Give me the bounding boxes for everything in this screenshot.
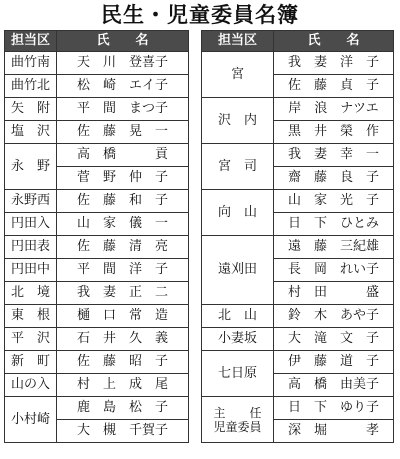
roster-row: [5, 259, 189, 282]
roster-row: [5, 305, 189, 328]
member-name-cell: 平 間 まつ子: [57, 98, 189, 121]
member-name-cell: 山 家 光 子: [274, 190, 394, 213]
roster-row: [202, 52, 394, 75]
left-roster-body: [5, 52, 189, 443]
district-header: 担当区: [5, 31, 57, 52]
district-cell: 円田中: [5, 259, 57, 282]
district-cell: 北 境: [5, 282, 57, 305]
member-name-cell: 我 妻 洋 子: [274, 52, 394, 75]
roster-row: [5, 374, 189, 397]
district-cell: 曲竹北: [5, 75, 57, 98]
member-name-cell: 石 井 久 義: [57, 328, 189, 351]
member-name-cell: 遠 藤 三紀雄: [274, 236, 394, 259]
district-cell: 山の入: [5, 374, 57, 397]
roster-row: [5, 236, 189, 259]
member-name-cell: 大 滝 文 子: [274, 328, 394, 351]
roster-row: [202, 351, 394, 374]
right-header-row: [202, 31, 394, 52]
member-name-cell: 長 岡 れい子: [274, 259, 394, 282]
district-cell: 円田表: [5, 236, 57, 259]
roster-row: [202, 305, 394, 328]
name-header: 氏 名: [57, 31, 189, 52]
district-cell: 永 野: [5, 144, 57, 190]
district-cell: 七日原: [202, 351, 274, 397]
roster-row: [5, 98, 189, 121]
member-name-cell: 松 崎 エイ子: [57, 75, 189, 98]
roster-row: [202, 328, 394, 351]
member-name-cell: 齋 藤 良 子: [274, 167, 394, 190]
district-cell: 宮: [202, 52, 274, 98]
roster-row: [5, 282, 189, 305]
district-cell: 宮 司: [202, 144, 274, 190]
member-name-cell: 我 妻 正 二: [57, 282, 189, 305]
member-name-cell: 高 橋 貢: [57, 144, 189, 167]
member-name-cell: 山 家 儀 一: [57, 213, 189, 236]
roster-row: [5, 121, 189, 144]
district-cell: 平 沢: [5, 328, 57, 351]
roster-row: [5, 52, 189, 75]
member-name-cell: 黒 井 榮 作: [274, 121, 394, 144]
district-cell: 向 山: [202, 190, 274, 236]
member-name-cell: 佐 藤 和 子: [57, 190, 189, 213]
member-name-cell: 鹿 島 松 子: [57, 397, 189, 420]
member-name-cell: 平 間 洋 子: [57, 259, 189, 282]
district-cell: 北 山: [202, 305, 274, 328]
member-name-cell: 高 橋 由美子: [274, 374, 394, 397]
district-cell: 沢 内: [202, 98, 274, 144]
district-header: 担当区: [202, 31, 274, 52]
district-line: 児童委員: [213, 419, 262, 434]
roster-row: [202, 397, 394, 420]
member-name-cell: 佐 藤 清 亮: [57, 236, 189, 259]
member-name-cell: 佐 藤 昭 子: [57, 351, 189, 374]
member-name-cell: 鈴 木 あや子: [274, 305, 394, 328]
member-name-cell: 岸 浪 ナツエ: [274, 98, 394, 121]
district-cell: 小村崎: [5, 397, 57, 443]
member-name-cell: 樋 口 常 造: [57, 305, 189, 328]
roster-row: [202, 144, 394, 167]
roster-row: [202, 190, 394, 213]
district-cell: 塩 沢: [5, 121, 57, 144]
member-name-cell: 大 槻 千賀子: [57, 420, 189, 443]
page-title: 民生・児童委員名簿: [101, 3, 299, 27]
district-cell: 矢 附: [5, 98, 57, 121]
roster-row: [5, 144, 189, 167]
left-header-row: [5, 31, 189, 52]
member-name-cell: 村 上 成 尾: [57, 374, 189, 397]
member-name-cell: 日 下 ゆり子: [274, 397, 394, 420]
district-cell: 小妻坂: [202, 328, 274, 351]
member-name-cell: 佐 藤 晃 一: [57, 121, 189, 144]
roster-row: [202, 98, 394, 121]
member-name-cell: 深 堀 孝: [274, 420, 394, 443]
district-cell: [202, 397, 274, 443]
member-name-cell: 天 川 登喜子: [57, 52, 189, 75]
member-name-cell: 佐 藤 貞 子: [274, 75, 394, 98]
roster-row: [5, 351, 189, 374]
district-cell: 遠刈田: [202, 236, 274, 305]
district-cell: 円田入: [5, 213, 57, 236]
district-cell: 東 根: [5, 305, 57, 328]
district-cell: 永野西: [5, 190, 57, 213]
district-cell: 曲竹南: [5, 52, 57, 75]
left-roster-table: [4, 30, 189, 443]
roster-row: [5, 397, 189, 420]
roster-row: [5, 75, 189, 98]
right-roster-table: [201, 30, 394, 443]
member-name-cell: 菅 野 仲 子: [57, 167, 189, 190]
roster-row: [202, 236, 394, 259]
member-name-cell: 村 田 盛: [274, 282, 394, 305]
right-roster-body: [202, 52, 394, 443]
district-line: 主 任: [213, 405, 262, 420]
member-name-cell: 日 下 ひとみ: [274, 213, 394, 236]
member-name-cell: 伊 藤 道 子: [274, 351, 394, 374]
member-name-cell: 我 妻 幸 一: [274, 144, 394, 167]
roster-row: [5, 213, 189, 236]
roster-row: [5, 328, 189, 351]
district-cell: 新 町: [5, 351, 57, 374]
name-header: 氏 名: [274, 31, 394, 52]
roster-row: [5, 190, 189, 213]
